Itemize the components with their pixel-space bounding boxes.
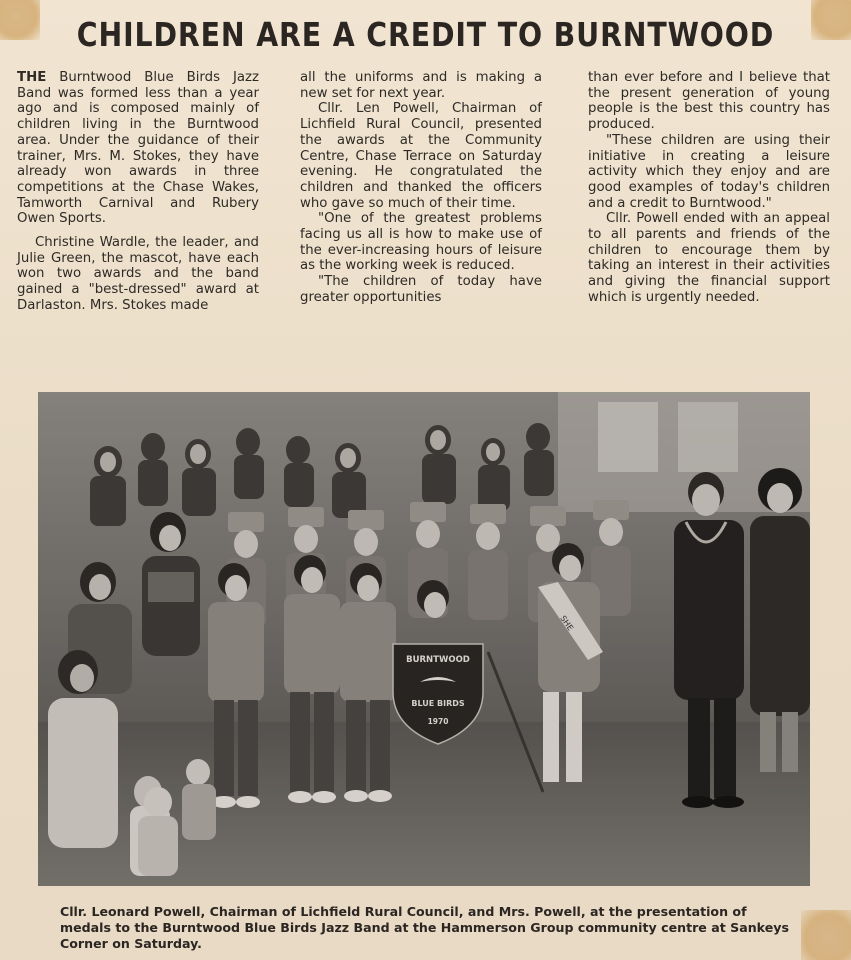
article-column-3: [588, 70, 830, 306]
band-photograph: [38, 392, 810, 886]
paragraph: [588, 211, 830, 305]
paragraph: [588, 133, 830, 212]
banner-bottom-text: BLUE BIRDS: [411, 699, 465, 708]
paragraph-text: Cllr. Len Powell, Chairman of Lichfield Rural Council, presented the awards at the Community Centre, Chase Terrace on Saturday evening. He congratulated the children and thanked the officers who gave so much of their time.: [300, 101, 542, 211]
lead-word: THE: [17, 70, 47, 85]
paragraph-text: "The children of today have greater opportunities: [300, 274, 542, 305]
paragraph: [17, 235, 259, 314]
paragraph: [300, 211, 542, 274]
paragraph: [17, 70, 259, 227]
paper-stain-top-left: [0, 0, 40, 40]
photo-illustration: [38, 392, 810, 886]
paper-stain-top-right: [811, 0, 851, 40]
paragraph-text: Burntwood Blue Birds Jazz Band was formed less than a year ago and is composed mainly of children living in the Burntwood area. Under the guidance of their trainer, Mrs. M. Stokes, they have already won awards in three competitions at the Chase Wakes, Tamworth Carnival and Rubery Owen Sports.: [17, 70, 259, 227]
paper-stain-bottom-right: [801, 910, 851, 960]
photo-grain: [38, 392, 810, 886]
article-column-1: [17, 70, 259, 314]
paragraph: [300, 70, 542, 101]
banner-year-text: 1970: [427, 717, 449, 726]
paragraph-text: Christine Wardle, the leader, and Julie Green, the mascot, have each won two awards and the band gained a "best-dressed" award at Darlaston. Mrs. Stokes made: [17, 235, 259, 313]
paragraph-text: "One of the greatest problems facing us all is how to make use of the ever-increasing hours of leisure as the working week is reduced.: [300, 211, 542, 274]
headline: CHILDREN ARE A CREDIT TO BURNTWOOD: [76, 15, 775, 54]
article-column-2: [300, 70, 542, 306]
paragraph-text: "These children are using their initiative in creating a leisure activity which they enjoy and are good examples of today's children and a credit to Burntwood.": [588, 132, 830, 211]
paragraph-text: Cllr. Powell ended with an appeal to all parents and friends of the children to encourage them by taking an interest in their activities and giving the financial support which is urgently needed.: [588, 211, 830, 305]
paragraph-text: than ever before and I believe that the present generation of young people is the best this country has produced.: [588, 70, 830, 133]
paragraph: [300, 274, 542, 305]
photo-caption: Cllr. Leonard Powell, Chairman of Lichfield Rural Council, and Mrs. Powell, at the presentation of medals to the Burntwood Blue Birds Jazz Band at the Hammerson Group community centre at Sankeys Corner on Saturday.: [60, 904, 789, 951]
banner-top-text: BURNTWOOD: [406, 655, 470, 665]
paragraph: [300, 101, 542, 211]
paragraph-text: all the uniforms and is making a new set for next year.: [300, 70, 542, 101]
paragraph: [588, 70, 830, 133]
sash-text: SHE: [558, 613, 576, 633]
